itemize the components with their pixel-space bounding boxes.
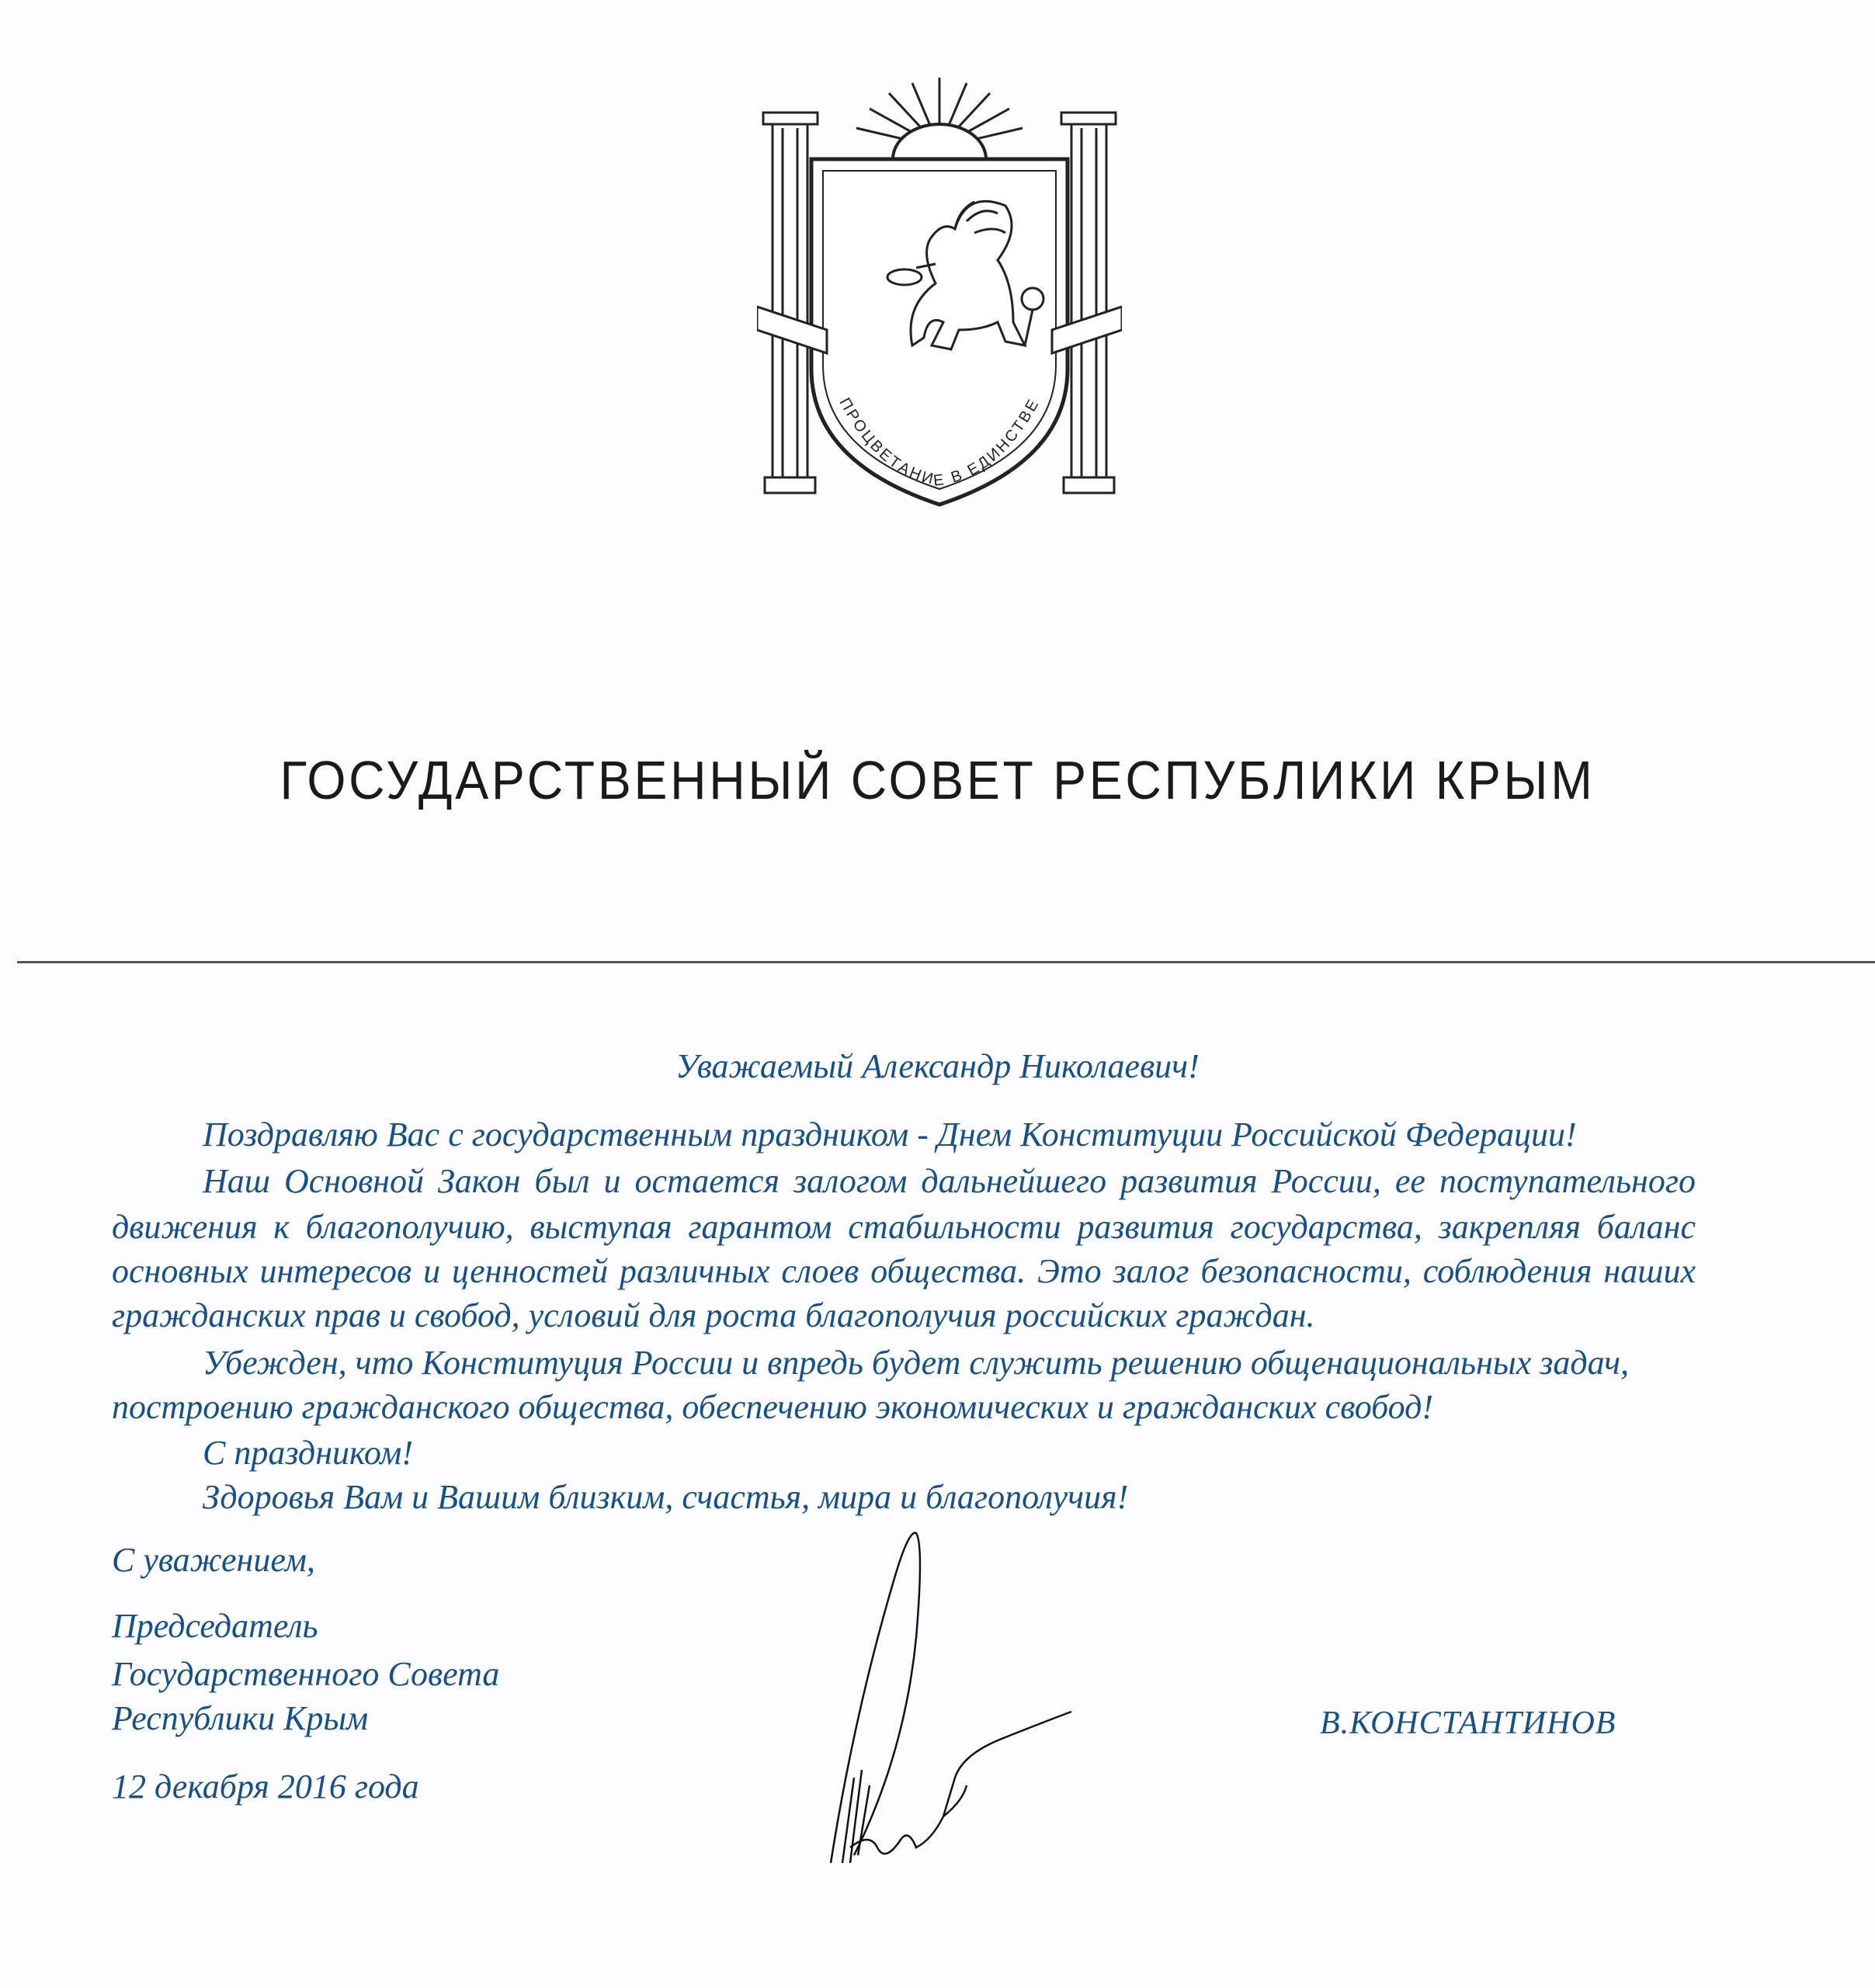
paragraph-line: гражданских прав и свобод, условий для роста благополучия российских граждан.: [112, 1296, 1315, 1334]
position-line: Республики Крым: [112, 1699, 369, 1737]
paragraph-line: С праздником!: [203, 1434, 413, 1472]
crimea-coat-of-arms: [757, 74, 1122, 516]
paragraph-line: Здоровья Вам и Вашим близким, счастья, мира и благополучия!: [203, 1478, 1129, 1516]
signer-name: В.КОНСТАНТИНОВ: [1320, 1705, 1616, 1741]
handwritten-signature: [807, 1521, 1149, 1871]
paragraph-line: Убежден, что Конституция России и впредь будет служить решению общенациональных задач,: [203, 1344, 1630, 1382]
closing: С уважением,: [112, 1541, 315, 1579]
position-line: Государственного Совета: [112, 1655, 500, 1693]
position-line: Председатель: [112, 1607, 318, 1645]
paragraph-line: основных интересов и ценностей различных слоев общества. Это залог безопасности, соблюдения наших: [112, 1252, 1696, 1290]
greeting: Уважаемый Александр Николаевич!: [675, 1047, 1200, 1085]
org-title: ГОСУДАРСТВЕННЫЙ СОВЕТ РЕСПУБЛИКИ КРЫМ: [280, 750, 1595, 810]
paragraph-line: движения к благополучию, выступая гарантом стабильности развития государства, закрепляя баланс: [112, 1208, 1696, 1246]
paragraph-line: Наш Основной Закон был и остается залогом дальнейшего развития России, ее поступательного: [203, 1162, 1696, 1200]
letter-date: 12 декабря 2016 года: [112, 1768, 419, 1806]
paragraph-line: Поздравляю Вас с государственным праздником - Днем Конституции Российской Федерации!: [203, 1115, 1577, 1154]
fold-divider: [17, 961, 1875, 963]
emblem-motto: ПРОЦВЕТАНИЕ В ЕДИНСТВЕ: [835, 394, 1043, 490]
paragraph-line: построению гражданского общества, обеспечению экономических и гражданских свобод!: [112, 1388, 1434, 1426]
